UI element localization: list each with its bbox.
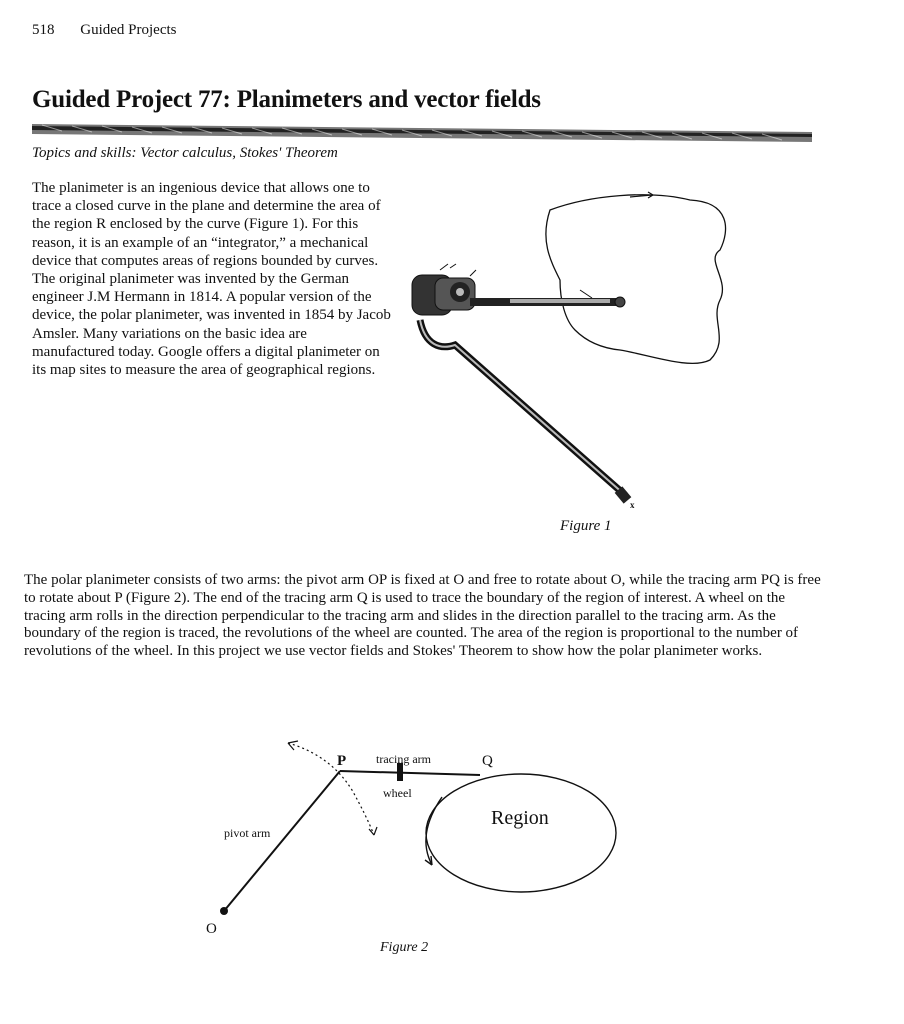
traced-region-outline	[546, 195, 726, 364]
label-region: Region	[491, 807, 549, 829]
label-O: O	[206, 921, 217, 937]
label-wheel: wheel	[383, 786, 412, 800]
figure-2-caption: Figure 2	[380, 940, 429, 955]
rotation-arc	[288, 743, 374, 835]
region-ellipse	[426, 774, 616, 892]
page-title: Guided Project 77: Planimeters and vector fields	[32, 86, 541, 113]
svg-text:x: x	[630, 500, 635, 510]
trace-direction-arrow	[426, 797, 442, 865]
label-pivot-arm: pivot arm	[224, 826, 271, 840]
figure-2-polar-planimeter-diagram	[180, 735, 640, 945]
topics-and-skills: Topics and skills: Vector calculus, Stokes' Theorem	[32, 145, 338, 161]
section-name: Guided Projects	[80, 22, 177, 38]
body-paragraph: The polar planimeter consists of two arms: the pivot arm OP is fixed at O and free to rotate about O, while the tracing arm PQ is free to rotate about P (Figure 2). The end of the tracing arm Q is used to trace the boundary of the region of interest. A wheel on the tracing arm rolls in the direction perpendicular to the tracing arm and slides in the direction parallel to the tracing arm. As the boundary of the region is traced, the revolutions of the wheel are counted. The area of the region is proportional to the number of revolutions of the wheel. In this project we use vector fields and Stokes' Theorem to show how the polar planimeter works.	[24, 572, 821, 660]
figure-1-planimeter-illustration	[400, 180, 740, 520]
label-P: P	[337, 753, 347, 769]
intro-paragraph: The planimeter is an ingenious device that allows one to trace a closed curve in the plane and determine the area of the region R enclosed by the curve (Figure 1). For this reason, it is an example of an “integrator,” a mechanical device that computes areas of regions bounded by curves. The original planimeter was invented by the German engineer J.M Hermann in 1814. A popular version of the device, the polar planimeter, was invented in 1854 by Jacob Amsler. Many variations on the basic idea are manufactured today. Google offers a digital planimeter on its map sites to measure the area of geographical regions.	[32, 180, 391, 379]
pivot-arm	[224, 771, 340, 911]
running-head	[32, 22, 176, 39]
point-O-dot	[220, 907, 228, 915]
label-Q: Q	[482, 753, 493, 769]
decorative-title-rule	[32, 118, 812, 146]
tracing-arm	[340, 771, 480, 775]
figure-1-caption: Figure 1	[560, 518, 612, 534]
label-tracing-arm: tracing arm	[376, 752, 431, 766]
page-number: 518	[32, 22, 55, 38]
